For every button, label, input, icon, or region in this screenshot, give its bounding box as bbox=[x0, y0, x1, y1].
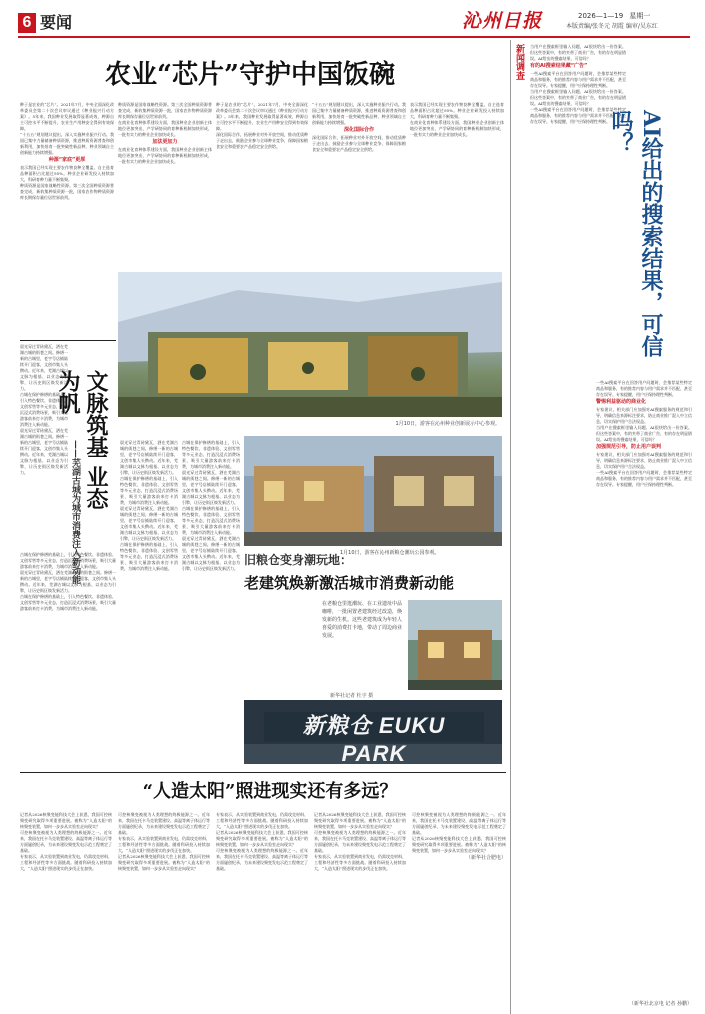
bottom-paragraph: 可控核聚变被视为人类理想的终极能源之一。近年来，我国在托卡马克装置建设、高温等离子体运行等方面屡创纪录，为未来建设聚变发电示范工程奠定了基础。 bbox=[216, 848, 308, 871]
center-side-photo-illustration bbox=[408, 600, 502, 690]
left-feature-paragraph: 古城在保护修缮的基础上，引入特色餐饮、非遗体验、文创零售等多元业态，打造沉浸式消费场景，吸引大量游客前来打卡消费，为城市消费注入新动能。 bbox=[182, 440, 240, 469]
center-headline: 老建筑焕新激活城市消费新动能 bbox=[244, 574, 455, 592]
center-lede: 在老粮仓里逛潮玩、在工业遗址中品咖啡，一批闲置老建筑经过改造，焕发新的生机。这些老建筑成为年轻人喜爱的消费打卡地，带动了周边商业发展。 bbox=[322, 601, 403, 639]
page-header bbox=[18, 10, 690, 36]
bottom-paragraph: 专家表示，从实验装置到商业发电，仍需攻克材料、工程和经济性等多方面挑战。随着科研投入持续加大，“人造太阳”照进现实的步伐正在加快。 bbox=[118, 836, 210, 853]
side-subhead: 有的AI搜索结果藏“广告” bbox=[530, 63, 588, 69]
bottom-col-3 bbox=[216, 812, 308, 1008]
side-column-rule bbox=[510, 40, 511, 1014]
section-divider bbox=[20, 340, 116, 341]
side-body-2 bbox=[596, 380, 692, 1000]
left-feature-body-3 bbox=[120, 440, 178, 764]
center-top-photo-illustration bbox=[244, 436, 502, 546]
bottom-paragraph: 可控核聚变被视为人类理想的终极能源之一。近年来，我国在托卡马克装置建设、高温等离子体运行等方面屡创纪录，为未来建设聚变发电示范工程奠定了基础。 bbox=[118, 812, 210, 835]
main-photo-illustration bbox=[118, 272, 502, 417]
bottom-col-5 bbox=[412, 812, 506, 1008]
bottom-paragraph: 记者从2026核聚变能科技大会上获悉，我国可控核聚变研究取得多项重要进展。被称为“人造太阳”的核聚变装置，如何一步步从实验室走向现实？ bbox=[20, 812, 112, 829]
center-top-photo bbox=[244, 436, 502, 546]
left-feature-paragraph: 古城在保护修缮的基础上，引入特色餐饮、非遗体验、文创零售等多元业态，打造沉浸式消费场景，吸引大量游客前来打卡消费，为城市消费注入新动能。 bbox=[20, 594, 116, 611]
bottom-paragraph: 专家表示，从实验装置到商业发电，仍需攻克材料、工程和经济性等多方面挑战。随着科研投入持续加大，“人造太阳”照进现实的步伐正在加快。 bbox=[314, 854, 406, 871]
main-headline: 农业“芯片”守护中国饭碗 bbox=[105, 60, 395, 90]
main-paragraph: 种质资源是国家战略性资源。第三次全国种质资源普查完成，新收集种质资源一批，国家农作物种质资源库长期保存量位居世界前列。 bbox=[20, 183, 114, 200]
left-feature-paragraph: 古城在保护修缮的基础上，引入特色餐饮、非遗体验、文创零售等多元业态，打造沉浸式消费场景，吸引大量游客前来打卡消费，为城市消费注入新动能。 bbox=[120, 542, 178, 571]
bottom-paragraph: 可控核聚变被视为人类理想的终极能源之一。近年来，我国在托卡马克装置建设、高温等离子体运行等方面屡创纪录，为未来建设聚变发电示范工程奠定了基础。 bbox=[412, 812, 506, 835]
left-feature-headline: 文脉筑基 业态为帆 bbox=[55, 370, 109, 510]
main-paragraph: 在商业化育种体系建设方面，我国种业企业创新主体地位更加突出，产学研协同的育种新机制加快形成，一批有实力的种业企业加快成长。 bbox=[410, 120, 504, 137]
main-paragraph: 在商业化育种体系建设方面，我国种业企业创新主体地位更加突出，产学研协同的育种新机制加快形成，一批有实力的种业企业加快成长。 bbox=[118, 120, 212, 137]
main-subhead: 深化国际合作 bbox=[343, 127, 374, 133]
bottom-source: （新华社合肥电） bbox=[465, 855, 506, 861]
side-source: （新华社北京电 记者 孙鹏） bbox=[628, 1001, 692, 1007]
left-feature-paragraph: 古城在保护修缮的基础上，引入特色餐饮、非遗体验、文创零售等多元业态，打造沉浸式消费场景，吸引大量游客前来打卡消费，为城市消费注入新动能。 bbox=[120, 476, 178, 505]
weekday-text: 星期一 bbox=[629, 12, 651, 20]
left-feature-paragraph: 晨光穿过青砖黛瓦，洒在芜湖古城的街巷之间。修缮一新的古城里，老字号店铺陆续开门迎客，文创市集人头攒动。近年来，芜湖古城以文脉为根基、以业态为引擎，让历史街区焕发新活力。 bbox=[120, 506, 178, 541]
bottom-divider bbox=[20, 772, 506, 773]
main-paragraph: 深化国际合作，拓展种业对外开放空间，推动优质种子走出去，鼓励企业参与全球种业竞争，保障国家粮食安全和重要农产品稳定安全供给。 bbox=[312, 135, 406, 152]
side-paragraph: 当用户在搜索框里输入问题，AI很快给出一份答案。但这些答案中，有的夹带了商业广告，有的存在明显错误。AI给出的搜索结果，可信吗？ bbox=[530, 89, 626, 106]
bottom-headline: “人造太阳”照进现实还有多远？ bbox=[142, 781, 398, 802]
left-feature-body-4 bbox=[182, 440, 240, 764]
main-col-1 bbox=[20, 102, 114, 334]
side-paragraph: 专家建议，相关部门应加强对AI搜索服务的规范和引导，明确信息来源标注要求，防止商业推广混入中立信息，切实保护用户合法权益。 bbox=[596, 407, 692, 424]
bottom-col-4 bbox=[314, 812, 406, 1008]
side-paragraph: 一些AI搜索平台在回答用户问题时，会推荐某些特定商品和服务，有的推荐内容与用户需求并不匹配，甚至存在误导。专家提醒，用户应保持理性判断。 bbox=[530, 107, 626, 124]
main-paragraph: 种子是农业的“芯片”。2021年7月，中央全面深化改革委员会第二十次会议审议通过《种业振兴行动方案》。5年来，我国种业发展取得显著成效，种源自主可控水平不断提升，农业生产用种安全得到有效保障。 bbox=[20, 102, 114, 131]
left-feature-paragraph: 晨光穿过青砖黛瓦，洒在芜湖古城的街巷之间。修缮一新的古城里，老字号店铺陆续开门迎客，文创市集人头攒动。近年来，芜湖古城以文脉为根基、以业态为引擎，让历史街区焕发新活力。 bbox=[20, 428, 68, 475]
center-big-photo-sign: 新粮仓 EUKU PARK bbox=[302, 713, 446, 766]
side-subhead: 加强规范引导，防止用户误判 bbox=[596, 444, 662, 450]
page-number-badge: 6 bbox=[18, 13, 36, 33]
left-feature-subtitle: ——芜湖古城为城市消费注入新动能 bbox=[70, 440, 80, 584]
main-paragraph: 在商业化育种体系建设方面，我国种业企业创新主体地位更加突出，产学研协同的育种新机制加快形成，一批有实力的种业企业加快成长。 bbox=[118, 147, 212, 164]
issue-date bbox=[578, 12, 650, 21]
bottom-paragraph: 可控核聚变被视为人类理想的终极能源之一。近年来，我国在托卡马克装置建设、高温等离子体运行等方面屡创纪录，为未来建设聚变发电示范工程奠定了基础。 bbox=[314, 830, 406, 853]
main-subhead: 种源“家底”更厚 bbox=[48, 157, 86, 163]
left-feature-paragraph: 古城在保护修缮的基础上，引入特色餐饮、非遗体验、文创零售等多元业态，打造沉浸式消费场景，吸引大量游客前来打卡消费，为城市消费注入新动能。 bbox=[182, 506, 240, 535]
side-badge: 新闻调查 bbox=[514, 44, 524, 80]
side-paragraph: 当用户在搜索框里输入问题，AI很快给出一份答案。但这些答案中，有的夹带了商业广告，有的存在明显错误。AI给出的搜索结果，可信吗？ bbox=[530, 44, 626, 61]
main-paragraph: 表示我国已经实现主要农作物良种全覆盖。自主选育品种面积占比超过95%。种业企业研发投入持续加大，科研育种力量不断集聚。 bbox=[20, 165, 114, 182]
left-feature-paragraph: 晨光穿过青砖黛瓦，洒在芜湖古城的街巷之间。修缮一新的古城里，老字号店铺陆续开门迎客，文创市集人头攒动。近年来，芜湖古城以文脉为根基、以业态为引擎，让历史街区焕发新活力。 bbox=[20, 570, 116, 593]
side-subhead: 警惕利益驱动的商业化 bbox=[596, 399, 647, 405]
bottom-col-1 bbox=[20, 812, 112, 1008]
bottom-paragraph: 记者从2026核聚变能科技大会上获悉，我国可控核聚变研究取得多项重要进展。被称为“人造太阳”的核聚变装置，如何一步步从实验室走向现实？ bbox=[412, 836, 506, 853]
left-feature-paragraph: 古城在保护修缮的基础上，引入特色餐饮、非遗体验、文创零售等多元业态，打造沉浸式消费场景，吸引大量游客前来打卡消费，为城市消费注入新动能。 bbox=[20, 552, 116, 569]
date-text: 2026—1—19 bbox=[578, 12, 624, 20]
bottom-paragraph: 专家表示，从实验装置到商业发电，仍需攻克材料、工程和经济性等多方面挑战。随着科研投入持续加大，“人造太阳”照进现实的步伐正在加快。 bbox=[216, 812, 308, 829]
left-feature-paragraph: 古城在保护修缮的基础上，引入特色餐饮、非遗体验、文创零售等多元业态，打造沉浸式消费场景，吸引大量游客前来打卡消费，为城市消费注入新动能。 bbox=[20, 392, 68, 427]
left-feature-paragraph: 晨光穿过青砖黛瓦，洒在芜湖古城的街巷之间。修缮一新的古城里，老字号店铺陆续开门迎客，文创市集人头攒动。近年来，芜湖古城以文脉为根基、以业态为引擎，让历史街区焕发新活力。 bbox=[20, 344, 68, 391]
main-paragraph: 表示我国已经实现主要农作物良种全覆盖。自主选育品种面积占比超过95%。种业企业研发投入持续加大，科研育种力量不断集聚。 bbox=[410, 102, 504, 119]
center-side-photo bbox=[408, 600, 502, 690]
side-paragraph: 一些AI搜索平台在回答用户问题时，会推荐某些特定商品和服务，有的推荐内容与用户需求并不匹配，甚至存在误导。专家提醒，用户应保持理性判断。 bbox=[596, 380, 692, 397]
header-rule bbox=[18, 36, 690, 38]
bottom-paragraph: 记者从2026核聚变能科技大会上获悉，我国可控核聚变研究取得多项重要进展。被称为“人造太阳”的核聚变装置，如何一步步从实验室走向现实？ bbox=[314, 812, 406, 829]
side-paragraph: 专家建议，相关部门应加强对AI搜索服务的规范和引导，明确信息来源标注要求，防止商业推广混入中立信息，切实保护用户合法权益。 bbox=[596, 452, 692, 469]
bottom-paragraph: 记者从2026核聚变能科技大会上获悉，我国可控核聚变研究取得多项重要进展。被称为“人造太阳”的核聚变装置，如何一步步从实验室走向现实？ bbox=[118, 854, 210, 871]
center-top-photo-caption: 1月10日，游客在沁州新粮仓潮玩公园参观。 bbox=[340, 550, 440, 556]
side-paragraph: 当用户在搜索框里输入问题，AI很快给出一份答案。但这些答案中，有的夹带了商业广告，有的存在明显错误。AI给出的搜索结果，可信吗？ bbox=[596, 425, 692, 442]
bottom-paragraph: 专家表示，从实验装置到商业发电，仍需攻克材料、工程和经济性等多方面挑战。随着科研投入持续加大，“人造太阳”照进现实的步伐正在加快。 bbox=[20, 854, 112, 871]
main-col-3 bbox=[216, 102, 308, 270]
bottom-paragraph: 记者从2026核聚变能科技大会上获悉，我国可控核聚变研究取得多项重要进展。被称为“人造太阳”的核聚变装置，如何一步步从实验室走向现实？ bbox=[216, 830, 308, 847]
main-photo bbox=[118, 272, 502, 417]
bottom-col-2 bbox=[118, 812, 210, 1008]
newspaper-logo: 沁州日报 bbox=[462, 10, 543, 32]
editors-line: 本版责编/张冬元 胡霞 编审/吴东红 bbox=[566, 23, 658, 30]
bottom-paragraph: 可控核聚变被视为人类理想的终极能源之一。近年来，我国在托卡马克装置建设、高温等离子体运行等方面屡创纪录，为未来建设聚变发电示范工程奠定了基础。 bbox=[20, 830, 112, 853]
main-photo-caption: 1月10日，游客在沁州种业创新展示中心参观。 bbox=[395, 421, 500, 427]
side-headline: AI给出的搜索结果，可信吗？ bbox=[608, 110, 664, 358]
left-feature-paragraph: 晨光穿过青砖黛瓦，洒在芜湖古城的街巷之间。修缮一新的古城里，老字号店铺陆续开门迎客，文创市集人头攒动。近年来，芜湖古城以文脉为根基、以业态为引擎，让历史街区焕发新活力。 bbox=[120, 440, 178, 475]
center-big-photo bbox=[244, 700, 502, 764]
side-paragraph: 一些AI搜索平台在回答用户问题时，会推荐某些特定商品和服务，有的推荐内容与用户需求并不匹配，甚至存在误导。专家提醒，用户应保持理性判断。 bbox=[596, 470, 692, 487]
main-paragraph: 种质资源是国家战略性资源。第三次全国种质资源普查完成，新收集种质资源一批，国家农作物种质资源库长期保存量位居世界前列。 bbox=[118, 102, 212, 119]
main-subhead: 加法更加力 bbox=[152, 139, 178, 145]
left-feature-paragraph: 晨光穿过青砖黛瓦，洒在芜湖古城的街巷之间。修缮一新的古城里，老字号店铺陆续开门迎客，文创市集人头攒动。近年来，芜湖古城以文脉为根基、以业态为引擎，让历史街区焕发新活力。 bbox=[182, 536, 240, 571]
main-paragraph: “十五五”规划建议提出，深入实施种业振兴行动。我国已集中力量储备种质资源，推进种质资源普查和创新利用，加快培育一批突破性新品种，种业领域自主创新能力持续增强。 bbox=[312, 102, 406, 125]
main-col-2 bbox=[118, 102, 212, 270]
main-paragraph: 深化国际合作，拓展种业对外开放空间，推动优质种子走出去，鼓励企业参与全球种业竞争，保障国家粮食安全和重要农产品稳定安全供给。 bbox=[216, 132, 308, 149]
center-kicker: 旧粮仓变身潮玩地： bbox=[244, 553, 353, 567]
center-byline: 新华社记者 杜宇 摄 bbox=[330, 693, 374, 699]
left-feature-paragraph: 晨光穿过青砖黛瓦，洒在芜湖古城的街巷之间。修缮一新的古城里，老字号店铺陆续开门迎客，文创市集人头攒动。近年来，芜湖古城以文脉为根基、以业态为引擎，让历史街区焕发新活力。 bbox=[182, 470, 240, 505]
side-paragraph: 一些AI搜索平台在回答用户问题时，会推荐某些特定商品和服务，有的推荐内容与用户需求并不匹配，甚至存在误导。专家提醒，用户应保持理性判断。 bbox=[530, 71, 626, 88]
left-feature-body-2 bbox=[20, 552, 116, 764]
main-paragraph: 种子是农业的“芯片”。2021年7月，中央全面深化改革委员会第二十次会议审议通过《种业振兴行动方案》。5年来，我国种业发展取得显著成效，种源自主可控水平不断提升，农业生产用种安全得到有效保障。 bbox=[216, 102, 308, 131]
main-paragraph: “十五五”规划建议提出，深入实施种业振兴行动。我国已集中力量储备种质资源，推进种质资源普查和创新利用，加快培育一批突破性新品种，种业领域自主创新能力持续增强。 bbox=[20, 132, 114, 155]
section-label: 要闻 bbox=[40, 13, 73, 32]
